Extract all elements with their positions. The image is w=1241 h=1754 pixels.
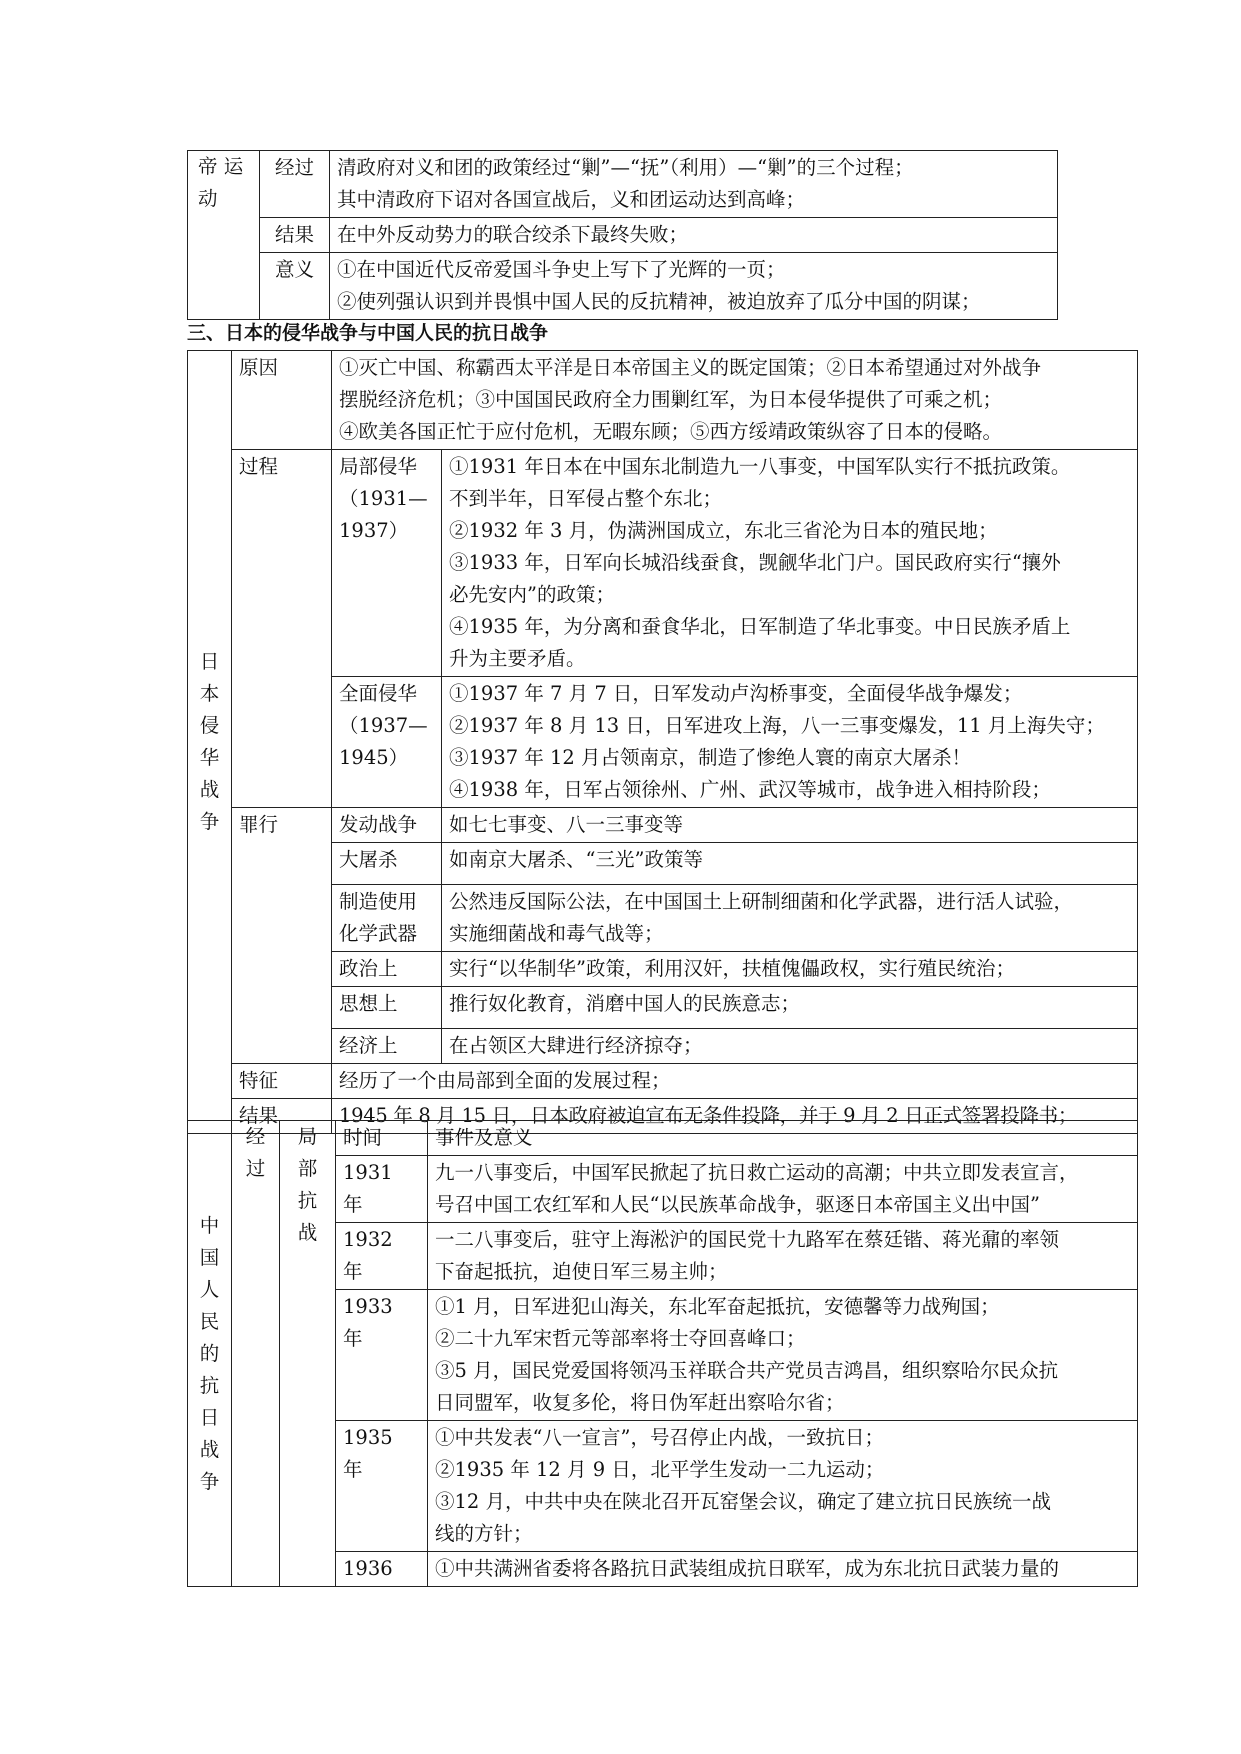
sub-label [332, 952, 442, 987]
sub-label [332, 450, 442, 677]
event-cell [428, 1290, 1138, 1421]
text-line: ①1937 年 7 月 7 日，日军发动卢沟桥事变，全面侵华战争爆发； [449, 682, 1023, 705]
row-content [442, 885, 1138, 952]
text-line: 如南京大屠杀、“三光”政策等 [449, 848, 703, 871]
event-cell [428, 1223, 1138, 1290]
text-line: 日同盟军，收复多伦，将日伪军赶出察哈尔省； [435, 1391, 845, 1414]
category-cell [188, 151, 260, 320]
label-line: 制造使用 [339, 890, 418, 913]
year-line: 年 [343, 1193, 363, 1216]
table-row [188, 1121, 1138, 1156]
year-line: 1933 [343, 1295, 393, 1318]
table-row [188, 450, 1138, 677]
category-char: 日 [199, 1405, 220, 1429]
header-time: 时间 [336, 1121, 428, 1156]
table-row [188, 808, 1138, 843]
text-line: ①中共满洲省委将各路抗日武装组成抗日联军，成为东北抗日武装力量的 [435, 1557, 1060, 1580]
year-cell [336, 1421, 428, 1552]
category-cell [188, 1121, 232, 1587]
category-part: 动 [198, 187, 218, 210]
text-line: ①灭亡中国、称霸西太平洋是日本帝国主义的既定国策；②日本希望通过对外战争 [339, 356, 1042, 379]
phase-cell [280, 1121, 336, 1587]
category-char: 侵 [199, 714, 220, 737]
category-char: 战 [199, 778, 220, 801]
text-line: ④1935 年，为分离和蚕食华北，日军制造了华北事变。中日民族矛盾上 [449, 615, 1071, 638]
row-content [442, 450, 1138, 677]
label-line: 化学武器 [339, 922, 418, 945]
category-char: 争 [199, 810, 220, 833]
sub-label [332, 1029, 442, 1064]
label-line: （1931— [339, 487, 428, 510]
category-char: 中 [199, 1213, 220, 1237]
text-line: 必先安内”的政策； [449, 583, 615, 606]
row-label: 结果 [232, 1099, 332, 1134]
text-line: 实行“以华制华”政策，利用汉奸，扶植傀儡政权，实行殖民统治； [449, 957, 1015, 980]
event-cell [428, 1156, 1138, 1223]
row-content [332, 351, 1138, 450]
event-cell [428, 1421, 1138, 1552]
category-char: 华 [199, 746, 220, 769]
row-label: 意义 [260, 253, 330, 320]
phase-char: 局 [297, 1125, 318, 1148]
text-line: 如七七事变、八一三事变等 [449, 813, 684, 836]
text-line: ③1933 年，日军向长城沿线蚕食，觊觎华北门户。国民政府实行“攘外 [449, 551, 1061, 574]
text-line: ②1932 年 3 月，伪满洲国成立，东北三省沦为日本的殖民地； [449, 519, 998, 542]
category-char: 战 [199, 1437, 220, 1461]
row-content [442, 843, 1138, 885]
year-line: 1935 [343, 1426, 393, 1449]
row-label: 特征 [232, 1064, 332, 1099]
text-line: ②使列强认识到并畏惧中国人民的反抗精神，被迫放弃了瓜分中国的阴谋； [337, 290, 981, 313]
phase-char: 部 [297, 1157, 318, 1180]
year-cell [336, 1223, 428, 1290]
row-label: 经过 [260, 151, 330, 218]
label-line: （1937— [339, 714, 428, 737]
label-line: 政治上 [339, 957, 398, 980]
year-line: 年 [343, 1458, 363, 1481]
row-content [330, 218, 1058, 253]
table-row [188, 253, 1058, 320]
category-char: 争 [199, 1469, 220, 1493]
text-line: ③5 月，国民党爱国将领冯玉祥联合共产党员吉鸿昌，组织察哈尔民众抗 [435, 1359, 1059, 1382]
text-line: ①1931 年日本在中国东北制造九一八事变，中国军队实行不抵抗政策。 [449, 455, 1071, 478]
text-line: 一二八事变后，驻守上海淞沪的国民党十九路军在蔡廷锴、蒋光鼐的率领 [435, 1228, 1060, 1251]
text-line: 摆脱经济危机；③中国国民政府全力围剿红军，为日本侵华提供了可乘之机； [339, 388, 1003, 411]
row-content [332, 1064, 1138, 1099]
text-line: 下奋起抵抗，迫使日军三易主帅； [435, 1260, 728, 1283]
japan-invasion-table [187, 350, 1138, 1134]
row-label: 罪行 [232, 808, 332, 1064]
row-label: 结果 [260, 218, 330, 253]
text-line: 升为主要矛盾。 [449, 647, 586, 670]
text-line: ①在中国近代反帝爱国斗争史上写下了光辉的一页； [337, 258, 786, 281]
label-line: 发动战争 [339, 813, 418, 836]
category-char: 人 [199, 1277, 220, 1301]
year-cell [336, 1552, 428, 1587]
category-char: 国 [199, 1245, 220, 1269]
year-line: 1932 [343, 1228, 393, 1251]
label-line: 思想上 [339, 992, 398, 1015]
text-line: 实施细菌战和毒气战等； [449, 922, 664, 945]
text-line: 在占领区大肆进行经济掠夺； [449, 1034, 703, 1057]
label-line: 局部侵华 [339, 455, 418, 478]
text-line: 其中清政府下诏对各国宣战后，义和团运动达到高峰； [337, 188, 806, 211]
year-cell [336, 1290, 428, 1421]
category-char: 民 [199, 1309, 220, 1333]
text-line: ④1938 年，日军占领徐州、广州、武汉等城市，战争进入相持阶段； [449, 778, 1051, 801]
row-label: 原因 [232, 351, 332, 450]
process-char: 过 [245, 1157, 266, 1180]
text-line: ①1 月，日军进犯山海关，东北军奋起抵抗，安德馨等力战殉国； [435, 1295, 1000, 1318]
category-char: 本 [199, 682, 220, 705]
text-line: ④欧美各国正忙于应付危机，无暇东顾；⑤西方绥靖政策纵容了日本的侵略。 [339, 420, 1003, 443]
text-line: 号召中国工农红军和人民“以民族革命战争，驱逐日本帝国主义出中国” [435, 1193, 1040, 1216]
sub-label [332, 808, 442, 843]
phase-char: 战 [297, 1221, 318, 1244]
section-title: 三、日本的侵华战争与中国人民的抗日战争 [187, 322, 549, 344]
text-line: 1945 年 8 月 15 日，日本政府被迫宣布无条件投降，并于 9 月 2 日正式签署投降书； [339, 1104, 1078, 1127]
year-line: 年 [343, 1327, 363, 1350]
category-char: 日 [199, 650, 220, 673]
year-line: 年 [343, 1260, 363, 1283]
sub-label [332, 677, 442, 808]
row-content [442, 987, 1138, 1029]
label-line: 经济上 [339, 1034, 398, 1057]
china-resistance-table [187, 1120, 1138, 1587]
process-char: 经 [245, 1125, 266, 1148]
row-label: 过程 [232, 450, 332, 808]
label-line: 全面侵华 [339, 682, 418, 705]
row-content [442, 677, 1138, 808]
row-content [330, 253, 1058, 320]
sub-label [332, 987, 442, 1029]
category-char: 的 [199, 1341, 220, 1365]
text-line: ②二十九军宋哲元等部率将士夺回喜峰口； [435, 1327, 806, 1350]
year-cell [336, 1156, 428, 1223]
text-line: 公然违反国际公法，在中国国土上研制细菌和化学武器，进行活人试验， [449, 890, 1074, 913]
category-cell [188, 351, 232, 1134]
text-line: 九一八事变后，中国军民掀起了抗日救亡运动的高潮；中共立即发表宣言， [435, 1161, 1079, 1184]
row-content [442, 1029, 1138, 1064]
table-row [188, 1064, 1138, 1099]
process-cell [232, 1121, 280, 1587]
sub-label [332, 885, 442, 952]
category-part: 帝 运 [198, 155, 244, 178]
text-line: ③12 月，中共中央在陕北召开瓦窑堡会议，确定了建立抗日民族统一战 [435, 1490, 1052, 1513]
text-line: 清政府对义和团的政策经过“剿”—“抚”（利用）—“剿”的三个过程； [337, 156, 914, 179]
text-line: 推行奴化教育，消磨中国人的民族意志； [449, 992, 801, 1015]
text-line: ③1937 年 12 月占领南京，制造了惨绝人寰的南京大屠杀！ [449, 746, 972, 769]
year-line: 1931 [343, 1161, 393, 1184]
text-line: ①中共发表“八一宣言”，号召停止内战，一致抗日； [435, 1426, 884, 1449]
label-line: 1937） [339, 519, 409, 542]
boxer-movement-table [187, 150, 1058, 320]
row-content [442, 952, 1138, 987]
text-line: 在中外反动势力的联合绞杀下最终失败； [337, 223, 689, 246]
text-line: ②1935 年 12 月 9 日，北平学生发动一二九运动； [435, 1458, 885, 1481]
sub-label [332, 843, 442, 885]
table-row [188, 151, 1058, 218]
year-line: 1936 [343, 1557, 393, 1580]
table-row [188, 218, 1058, 253]
row-content [442, 808, 1138, 843]
row-content [330, 151, 1058, 218]
header-event: 事件及意义 [428, 1121, 1138, 1156]
event-cell [428, 1552, 1138, 1587]
text-line: 不到半年，日军侵占整个东北； [449, 487, 723, 510]
text-line: ②1937 年 8 月 13 日，日军进攻上海，八一三事变爆发，11 月上海失守； [449, 714, 1105, 737]
label-line: 大屠杀 [339, 848, 398, 871]
text-line: 经历了一个由局部到全面的发展过程； [339, 1069, 671, 1092]
text-line: 线的方针； [435, 1522, 533, 1545]
category-char: 抗 [199, 1373, 220, 1397]
table-row [188, 351, 1138, 450]
label-line: 1945） [339, 746, 409, 769]
phase-char: 抗 [297, 1189, 318, 1212]
